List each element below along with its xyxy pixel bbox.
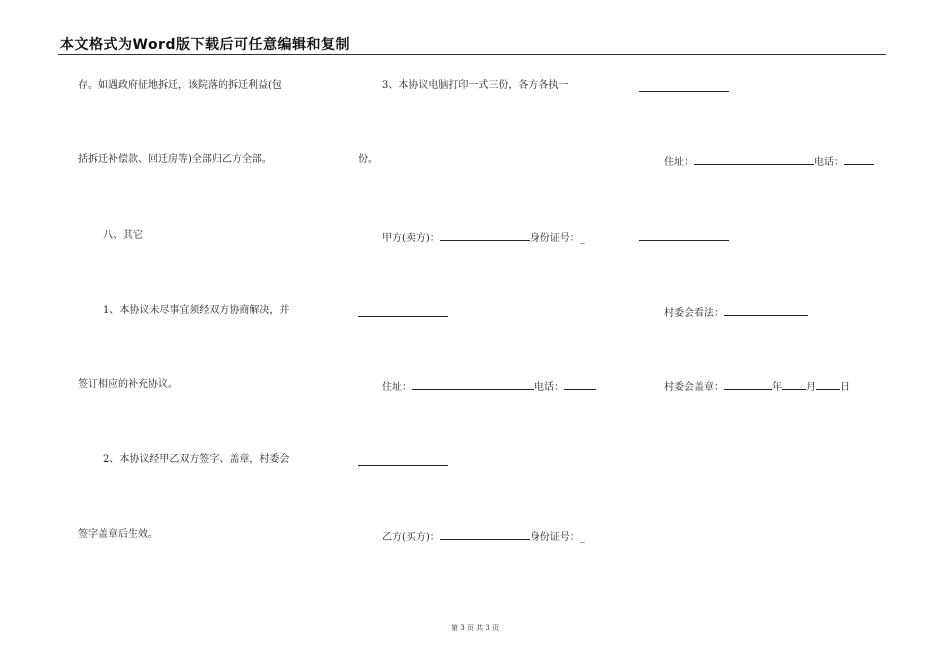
seal-year-blank[interactable] [724, 379, 772, 390]
middle-line-1: 3、本协议电脑打印一式三份，各方各执一 [382, 80, 569, 91]
left-line-1: 存。如遇政府征地拆迁，该院落的拆迁利益(包 [78, 80, 282, 91]
left-line-2: 括拆迁补偿款、回迁房等)全部归乙方全部。 [78, 154, 272, 165]
right-address-label: 住址： [664, 157, 694, 168]
party-b-row [382, 529, 585, 544]
party-a-row [382, 230, 585, 245]
party-a-phone-label: 电话： [534, 382, 564, 393]
party-b-id-label: 身份证号： [529, 532, 580, 543]
middle-line-2: 份。 [358, 154, 378, 165]
seal-month-blank[interactable] [782, 379, 806, 390]
seal-day-label: 日 [840, 382, 850, 393]
right-signature-line-1[interactable] [639, 91, 729, 92]
party-b-id-underscore: _ [579, 532, 585, 543]
left-line-7: 签字盖章后生效。 [78, 529, 158, 540]
document-header-title: 本文格式为Word版下载后可任意编辑和复制 [60, 37, 350, 53]
page-number-footer: 第 3 页 共 3 页 [450, 624, 500, 632]
party-a-name-blank[interactable] [440, 230, 530, 241]
left-line-5: 签订相应的补充协议。 [78, 379, 178, 390]
left-line-4: 1、本协议未尽事宜须经双方协商解决，并 [103, 305, 290, 316]
right-phone-blank[interactable] [844, 154, 874, 165]
party-a-label: 甲方(卖方)： [382, 233, 440, 244]
village-committee-seal-label: 村委会盖章： [664, 382, 724, 393]
middle-signature-line-1[interactable] [358, 316, 448, 317]
right-address-blank[interactable] [694, 154, 814, 165]
section-heading-other: 八、其它 [103, 230, 143, 241]
village-committee-opinion-blank[interactable] [724, 305, 808, 316]
village-committee-opinion-label: 村委会看法： [664, 308, 724, 319]
header-divider [58, 54, 886, 55]
seal-day-blank[interactable] [816, 379, 840, 390]
village-committee-opinion-row [664, 305, 808, 320]
party-a-phone-blank[interactable] [564, 379, 596, 390]
party-a-id-underscore: _ [579, 233, 585, 244]
party-a-address-row [382, 379, 596, 394]
right-signature-line-2[interactable] [639, 240, 729, 241]
party-b-name-blank[interactable] [440, 529, 530, 540]
party-b-label: 乙方(买方)： [382, 532, 440, 543]
right-address-row [664, 154, 874, 169]
seal-month-label: 月 [806, 382, 816, 393]
right-phone-label: 电话： [814, 157, 844, 168]
party-a-address-label: 住址： [382, 382, 412, 393]
seal-year-label: 年 [772, 382, 782, 393]
middle-signature-line-2[interactable] [358, 465, 448, 466]
party-a-address-blank[interactable] [412, 379, 534, 390]
left-line-6: 2、本协议经甲乙双方签字、盖章，村委会 [103, 454, 290, 465]
village-committee-seal-row [664, 379, 850, 394]
party-a-id-label: 身份证号： [529, 233, 580, 244]
